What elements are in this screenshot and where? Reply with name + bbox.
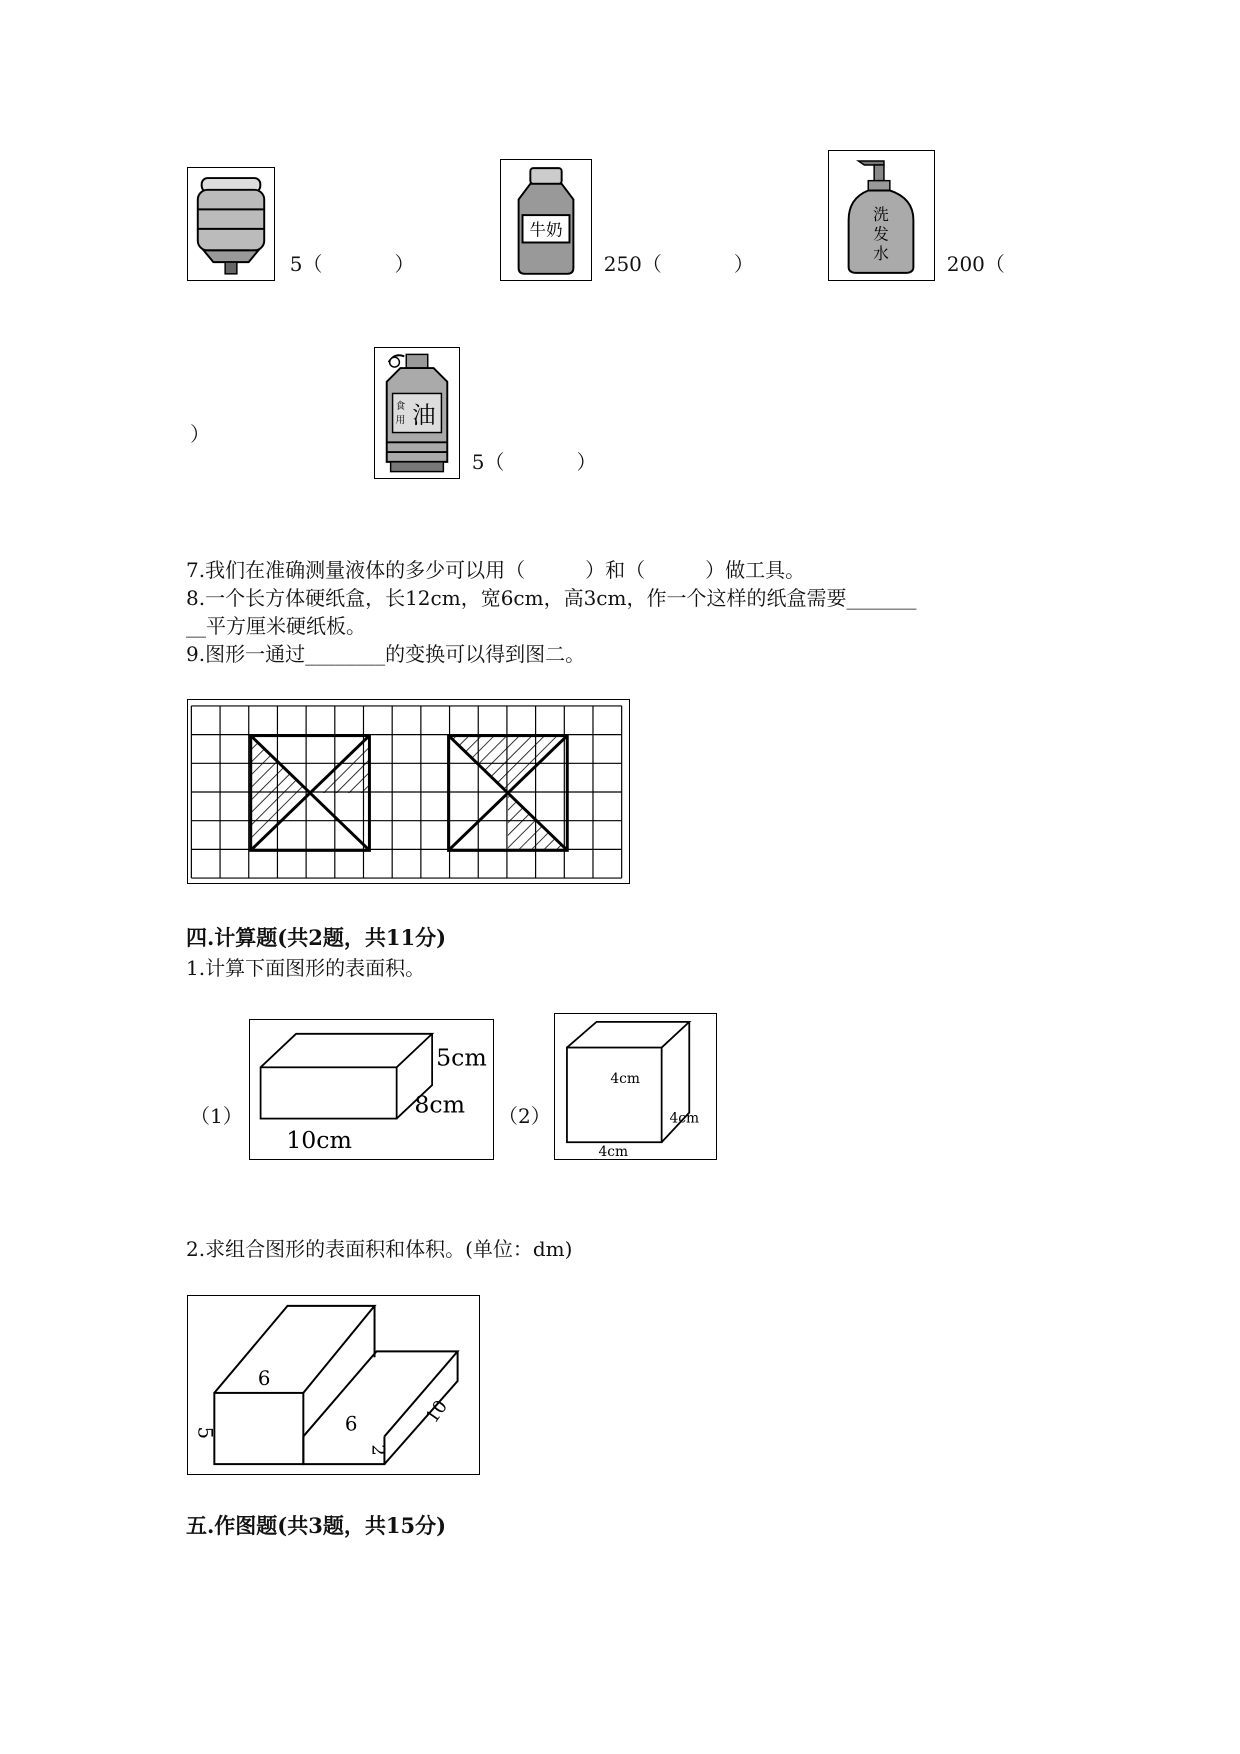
milk-label: 牛奶 (529, 220, 563, 240)
container-4-answer (459, 420, 596, 476)
water-jug-icon (188, 168, 274, 280)
figure-two (449, 736, 568, 851)
cube-height-label: 4cm (610, 1071, 640, 1088)
container-1-amount: 5（ (289, 252, 323, 276)
question-8-line-2: __平方厘米硬纸板。 (186, 614, 366, 638)
question-7: 7.我们在准确测量液体的多少可以用（ ）和（ ）做工具。 (186, 558, 806, 582)
cuboid-figure (249, 1019, 494, 1160)
shampoo-label-1: 洗 (873, 204, 889, 224)
combo-figure (187, 1295, 480, 1475)
figure-2-tag: （2） (498, 1104, 551, 1128)
container-2-amount: 250（ (603, 252, 662, 276)
container-4-amount: 5（ (471, 450, 505, 474)
section-5-heading: 五.作图题(共3题，共15分) (186, 1513, 447, 1538)
section-4-question-1: 1.计算下面图形的表面积。 (186, 956, 426, 980)
oil-label-small-1: 食 (395, 401, 406, 413)
cube-depth-label: 4cm (669, 1110, 700, 1127)
combo-step-height-label: 2 (367, 1444, 389, 1456)
cube-diagram (555, 1014, 716, 1159)
shampoo-label-2: 发 (873, 224, 889, 244)
oil-label-big: 油 (412, 400, 436, 429)
question-8-line-1: 8.一个长方体硬纸盒，长12cm，宽6cm，高3cm，作一个这样的纸盒需要_______ (186, 586, 917, 610)
container-4-close: ） (576, 450, 597, 474)
oil-label-small-2: 用 (395, 414, 406, 426)
milk-bottle-icon (501, 160, 591, 280)
shampoo-label-3: 水 (873, 244, 889, 264)
container-3-amount: 200（ (946, 252, 1005, 276)
container-1-answer (277, 222, 414, 278)
cube-length-label: 4cm (598, 1144, 629, 1159)
grid-transform-figure (187, 699, 630, 884)
combo-left-height-label: 5 (193, 1426, 217, 1440)
cuboid-width-label: 8cm (414, 1090, 466, 1119)
figure-one (251, 736, 370, 851)
cuboid-length-label: 10cm (286, 1126, 352, 1155)
combo-step-width-label: 6 (344, 1412, 358, 1436)
container-1-close: ） (394, 252, 415, 276)
question-9: 9.图形一通过________的变换可以得到图二。 (186, 642, 586, 666)
combo-top-width-label: 6 (257, 1367, 271, 1390)
cooking-oil-icon (375, 348, 459, 478)
container-3-close: ） (190, 422, 210, 446)
section-4-question-2: 2.求组合图形的表面积和体积。(单位：dm) (186, 1237, 573, 1261)
cuboid-height-label: 5cm (436, 1043, 487, 1072)
shampoo-bottle-image (828, 150, 935, 281)
cooking-oil-image (374, 347, 460, 479)
container-3-answer (934, 222, 1005, 278)
combo-diagram (188, 1296, 479, 1474)
cube-figure (554, 1013, 717, 1160)
container-2-answer (591, 222, 754, 278)
cuboid-diagram (250, 1020, 493, 1159)
water-jug-image (187, 167, 275, 281)
figure-1-tag: （1） (190, 1104, 243, 1128)
container-2-close: ） (733, 252, 754, 276)
shampoo-bottle-icon (829, 151, 934, 280)
milk-bottle-image (500, 159, 592, 281)
combo-depth-label: 10 (421, 1396, 452, 1427)
section-4-heading: 四.计算题(共2题，共11分) (186, 925, 447, 950)
grid-transform-diagram (188, 700, 629, 883)
